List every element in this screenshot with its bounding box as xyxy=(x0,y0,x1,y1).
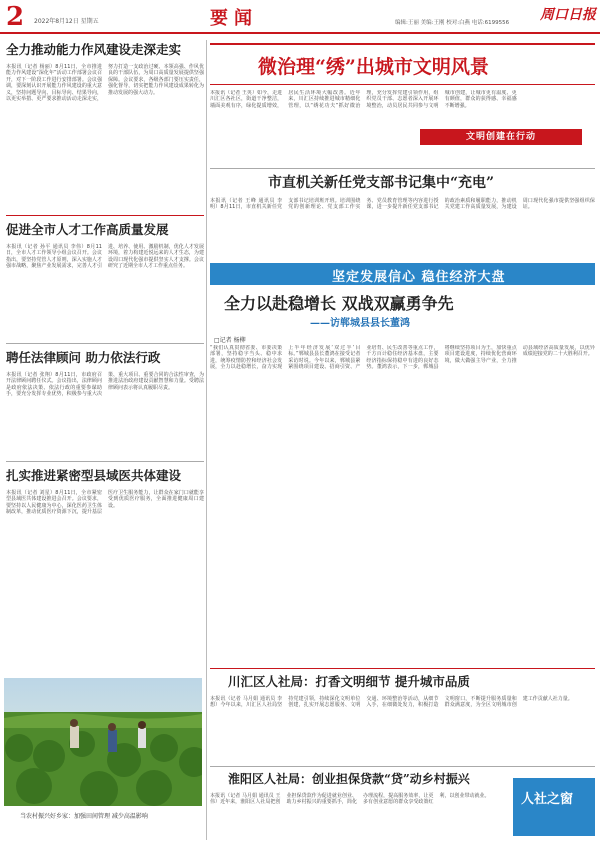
article-body: 本报讯（记者 王峰 通讯员 李明）8月11日，市直机关新任党支部书记培训班开班。培训围绕党的创新理论、党支部工作实务、党员教育管理等内容进行授课，进一步提升新任党支部书记的政治素质和履职能力，推动机关党建工作高质量发展，为建设周口现代化强市提供坚强组织保证。 xyxy=(210,198,595,211)
article-body: 本报讯（记者 马月娟 通讯员 李想）今年以来，川汇区人社局坚持党建引领，持续深化文明单位创建，扎实开展志愿服务、文明交通、环境整治等活动，从细节入手，在细微处发力，积极打造文明窗口，不断提升服务质量和群众满意度，为全区文明城市创建工作贡献人社力量。 xyxy=(210,696,573,709)
campaign-tag: 文明创建在行动 xyxy=(420,129,582,145)
headline: 川汇区人社局：打香文明细节 提升城市品质 xyxy=(228,674,470,689)
feature-body xyxy=(210,345,595,663)
left-article-2 xyxy=(6,220,204,340)
column-label xyxy=(513,778,595,836)
top-story-header xyxy=(210,43,595,85)
column-label-text: 人社之窗 xyxy=(521,792,574,807)
page-number: 2 xyxy=(6,2,25,32)
headline: 淮阳区人社局：创业担保贷款“贷”动乡村振兴 xyxy=(228,772,470,786)
photo-caption: 当农村振兴好乡家：加强田间管理 减少高温影响 xyxy=(20,813,148,820)
article-body: 本报讯（记者 王英）如今，走进川汇区各社区，街道干净整洁，墙面美观有序，绿化提质增效，居民生活环境大幅改善。近年来，川汇区持续推进城市精细化管理，以“绣花功夫”抓好微治理，充分发挥党建引领作用，组织党员干部、志愿者深入开展环境整治，动员居民共同参与文明城市创建，让城市更有温度、更有颜值，群众的获得感、幸福感不断增强。 xyxy=(210,90,517,109)
bottom-story-2 xyxy=(210,770,510,842)
section-title: 要闻 xyxy=(210,8,258,29)
article-body: 本报讯（记者 孙平 通讯员 李伟）8月11日，全市人才工作领导小组会议召开。会议指出，要坚持党管人才原则，深入实施人才强市战略，聚焦产业发展需求，完善人才引进、培养、使用、激励机制，优化人才发展环境，着力构建近悦远来的人才生态，为建设周口现代化强市提供坚实人才支撑。会议研究了近期全市人才工作重点任务。 xyxy=(6,244,204,270)
masthead xyxy=(0,0,600,34)
headline: 市直机关新任党支部书记集中“充电” xyxy=(268,175,495,191)
second-story xyxy=(210,172,595,260)
feature-subtitle: ——访郸城县县长董鸿 xyxy=(310,318,410,329)
feature-title: 全力以赴稳增长 双战双赢勇争先 xyxy=(224,294,454,313)
feature-banner xyxy=(210,263,595,285)
article-body: 本报讯（记者 马月娟 通讯员 王伟）近年来，淮阳区人社局把创业担保贷款作为促进就业创业、助力乡村振兴的重要抓手，简化办理流程，提高服务效率，让更多有创业意愿的群众享受政策红利，以创业带动就业。 xyxy=(210,793,490,806)
banner-text: 坚定发展信心 稳住经济大盘 xyxy=(332,270,506,285)
left-article-4 xyxy=(6,466,204,671)
article-body: 本报讯（记者 张翔）8月11日，市政府召开法律顾问聘任仪式。会议指出，法律顾问是政府依法决策、依法行政的重要参谋助手，要充分发挥专业优势，积极参与重大决策、重大项目、重要合同的合法性审查，为推进法治政府建设贡献智慧和力量。受聘法律顾问表示将认真履职尽责。 xyxy=(6,372,204,398)
headline: 全力推动能力作风建设走深走实 xyxy=(6,42,182,57)
dateline: 2022年8月12日 星期五 xyxy=(34,18,99,25)
byline: □记者 杨柳 xyxy=(214,337,246,344)
left-article-1 xyxy=(6,40,204,215)
headline: 聘任法律顾问 助力依法行政 xyxy=(6,350,161,365)
editors-line: 编辑:王丽 美编:王刚 校对:白燕 电话:6199556 xyxy=(395,20,510,26)
farm-photo xyxy=(4,678,202,806)
headline: 微治理“绣”出城市文明风景 xyxy=(258,56,489,78)
article-body: 本报讯（记者 刘星）8月11日，全市紧密型县域医共体建设推进会召开。会议要求，要坚持以人民健康为中心，深化医药卫生体制改革，推动优质医疗资源下沉，提升基层医疗卫生服务能力，让群众在家门口就能享受到优质医疗服务，全面推进健康周口建设。 xyxy=(6,490,204,516)
article-body: 本报讯（记者 杨丽）8月11日，全市推进能力作风建设“深化年”活动工作部署会议召开，对下一阶段工作进行安排部署。会议强调，要深刻认识开展能力作风建设的重大意义，坚持问题导向、目标导向、结果导向，以更实举措、更严要求推动活动走深走实，努力打造一支政治过硬、本领高强、作风优良的干部队伍，为周口高质量发展提供坚强保障。会议要求，各级各部门要压实责任，强化督导，切实把能力作风建设成果转化为推动发展的强大动力。 xyxy=(6,64,204,103)
newspaper-logo: 周口日报 xyxy=(540,7,596,23)
bottom-story-1 xyxy=(210,672,595,764)
headline: 促进全市人才工作高质量发展 xyxy=(6,222,169,237)
article-body: “我们认真贯彻省委、市委决策部署，坚持稳字当头、稳中求进，统筹疫情防控和经济社会发展，全力以赴稳增长，奋力实现上半年经济发展‘双过半’目标。”郸城县县长董鸿在接受记者采访时说。今年以来，郸城县紧紧围绕项目建设、招商引资、产业培育、民生改善等重点工作，千方百计稳住经济基本盘，主要经济指标保持稳中有进的良好态势。董鸿表示，下一步，郸城县将继续坚持项目为王，加快重点项目建设进度，持续优化营商环境，做大做强主导产业，全力推动县域经济高质量发展，以优异成绩迎接党的二十大胜利召开。 xyxy=(210,345,595,371)
left-article-3 xyxy=(6,348,204,458)
headline: 扎实推进紧密型县域医共体建设 xyxy=(6,468,182,483)
